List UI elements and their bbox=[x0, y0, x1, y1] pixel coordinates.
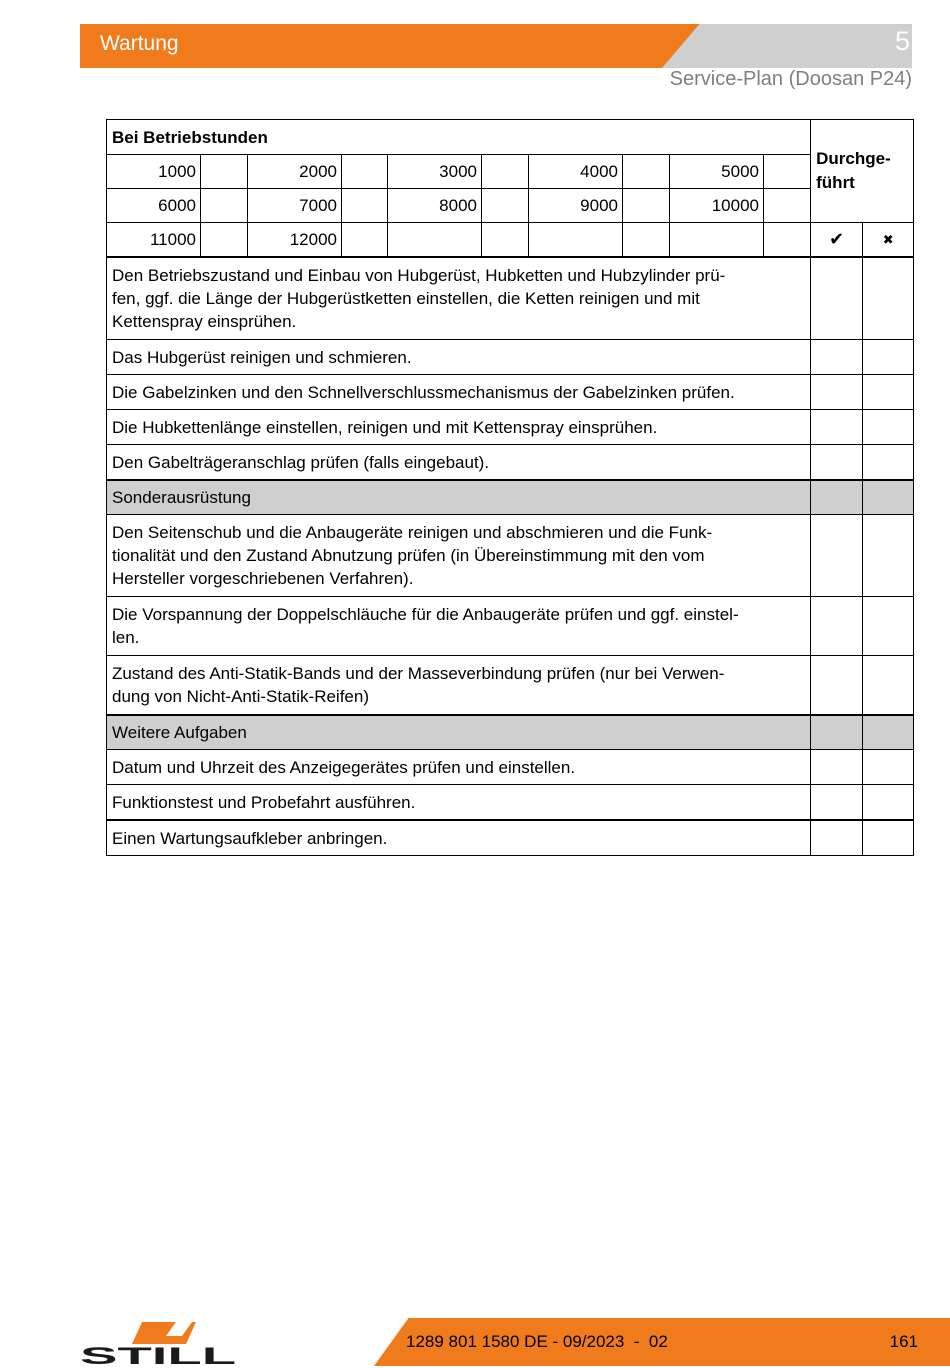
task-row bbox=[107, 410, 914, 445]
not-done-checkbox[interactable] bbox=[863, 445, 914, 481]
done-checkbox[interactable] bbox=[811, 656, 863, 716]
service-plan-table bbox=[106, 119, 914, 856]
hours-value: 5000 bbox=[670, 155, 764, 189]
hours-checkbox[interactable] bbox=[342, 223, 388, 258]
task-row bbox=[107, 515, 914, 597]
task-text: Das Hubgerüst reinigen und schmieren. bbox=[107, 340, 811, 375]
hours-checkbox[interactable] bbox=[201, 155, 248, 189]
task-text: Die Gabelzinken und den Schnellverschlussmechanismus der Gabelzinken prüfen. bbox=[107, 375, 811, 410]
hours-value: 4000 bbox=[529, 155, 623, 189]
hours-label: Bei Betriebstunden bbox=[107, 120, 811, 155]
hours-checkbox[interactable] bbox=[342, 189, 388, 223]
hours-value: 7000 bbox=[248, 189, 342, 223]
not-done-checkbox[interactable] bbox=[863, 656, 914, 716]
section-heading-further: Weitere Aufgaben bbox=[107, 715, 811, 750]
not-done-checkbox[interactable] bbox=[863, 597, 914, 656]
hours-checkbox[interactable] bbox=[623, 189, 670, 223]
hours-checkbox[interactable] bbox=[201, 189, 248, 223]
hours-row bbox=[107, 223, 914, 258]
task-text: Den Gabelträgeranschlag prüfen (falls eingebaut). bbox=[107, 445, 811, 481]
hours-value: 8000 bbox=[388, 189, 482, 223]
task-row bbox=[107, 375, 914, 410]
section-row bbox=[107, 480, 914, 515]
task-row bbox=[107, 340, 914, 375]
hours-checkbox[interactable] bbox=[482, 155, 529, 189]
section-cell bbox=[863, 480, 914, 515]
hours-checkbox[interactable] bbox=[623, 223, 670, 258]
section-cell bbox=[811, 715, 863, 750]
page-subtitle: Service-Plan (Doosan P24) bbox=[669, 68, 912, 90]
task-text: Funktionstest und Probefahrt ausführen. bbox=[107, 785, 811, 821]
not-done-checkbox[interactable] bbox=[863, 257, 914, 340]
header-chapter-tab bbox=[662, 24, 912, 68]
task-text: Den Seitenschub und die Anbaugeräte reinigen und abschmieren und die Funk- tionalität und den Zustand Abnutzung prüfen (in Übereinstimmung mit den vom Hersteller vorgeschriebenen Verfahren). bbox=[107, 515, 811, 597]
section-cell bbox=[863, 715, 914, 750]
cross-icon: ✖ bbox=[863, 223, 914, 258]
check-icon: ✔ bbox=[811, 223, 863, 258]
done-checkbox[interactable] bbox=[811, 257, 863, 340]
task-row bbox=[107, 820, 914, 856]
section-row bbox=[107, 715, 914, 750]
hours-checkbox[interactable] bbox=[623, 155, 670, 189]
task-text: Einen Wartungsaufkleber anbringen. bbox=[107, 820, 811, 856]
done-header: Durchge- führt bbox=[811, 120, 914, 223]
done-checkbox[interactable] bbox=[811, 410, 863, 445]
hours-row bbox=[107, 155, 914, 189]
not-done-checkbox[interactable] bbox=[863, 750, 914, 785]
hours-checkbox[interactable] bbox=[482, 223, 529, 258]
section-title: Wartung bbox=[100, 32, 179, 55]
done-checkbox[interactable] bbox=[811, 597, 863, 656]
still-logo bbox=[80, 1322, 238, 1366]
hours-value: 1000 bbox=[107, 155, 201, 189]
task-row bbox=[107, 445, 914, 481]
hours-checkbox[interactable] bbox=[342, 155, 388, 189]
hours-value: 9000 bbox=[529, 189, 623, 223]
task-text: Datum und Uhrzeit des Anzeigegerätes prüfen und einstellen. bbox=[107, 750, 811, 785]
task-row bbox=[107, 257, 914, 340]
hours-value bbox=[529, 223, 623, 258]
chapter-number: 5 bbox=[894, 26, 910, 56]
hours-checkbox[interactable] bbox=[764, 189, 811, 223]
hours-value: 2000 bbox=[248, 155, 342, 189]
task-row bbox=[107, 656, 914, 716]
hours-value: 3000 bbox=[388, 155, 482, 189]
task-text: Den Betriebszustand und Einbau von Hubgerüst, Hubketten und Hubzylinder prü- fen, ggf. die Länge der Hubgerüstketten einstellen, die Ketten reinigen und mit Kettenspray einsprühen. bbox=[107, 257, 811, 340]
task-row bbox=[107, 750, 914, 785]
task-row bbox=[107, 597, 914, 656]
task-text: Zustand des Anti-Statik-Bands und der Masseverbindung prüfen (nur bei Verwen- dung von Nicht-Anti-Statik-Reifen) bbox=[107, 656, 811, 716]
not-done-checkbox[interactable] bbox=[863, 785, 914, 821]
hours-value bbox=[388, 223, 482, 258]
not-done-checkbox[interactable] bbox=[863, 375, 914, 410]
not-done-checkbox[interactable] bbox=[863, 820, 914, 856]
done-checkbox[interactable] bbox=[811, 445, 863, 481]
hours-value: 11000 bbox=[107, 223, 201, 258]
done-checkbox[interactable] bbox=[811, 340, 863, 375]
hours-value: 12000 bbox=[248, 223, 342, 258]
logo-wordmark: STILL bbox=[80, 1343, 236, 1366]
hours-checkbox[interactable] bbox=[764, 155, 811, 189]
done-checkbox[interactable] bbox=[811, 785, 863, 821]
page-number: 161 bbox=[889, 1332, 918, 1351]
document-number: 1289 801 1580 DE - 09/2023 - 02 bbox=[406, 1332, 668, 1351]
done-checkbox[interactable] bbox=[811, 515, 863, 597]
section-cell bbox=[811, 480, 863, 515]
task-row bbox=[107, 785, 914, 821]
hours-row bbox=[107, 189, 914, 223]
hours-checkbox[interactable] bbox=[482, 189, 529, 223]
hours-checkbox[interactable] bbox=[764, 223, 811, 258]
hours-value: 10000 bbox=[670, 189, 764, 223]
hours-value bbox=[670, 223, 764, 258]
hours-checkbox[interactable] bbox=[201, 223, 248, 258]
task-text: Die Vorspannung der Doppelschläuche für die Anbaugeräte prüfen und ggf. einstel- len. bbox=[107, 597, 811, 656]
not-done-checkbox[interactable] bbox=[863, 410, 914, 445]
done-checkbox[interactable] bbox=[811, 750, 863, 785]
section-heading-special: Sonderausrüstung bbox=[107, 480, 811, 515]
done-checkbox[interactable] bbox=[811, 820, 863, 856]
not-done-checkbox[interactable] bbox=[863, 340, 914, 375]
not-done-checkbox[interactable] bbox=[863, 515, 914, 597]
task-text: Die Hubkettenlänge einstellen, reinigen und mit Kettenspray einsprühen. bbox=[107, 410, 811, 445]
hours-value: 6000 bbox=[107, 189, 201, 223]
done-checkbox[interactable] bbox=[811, 375, 863, 410]
